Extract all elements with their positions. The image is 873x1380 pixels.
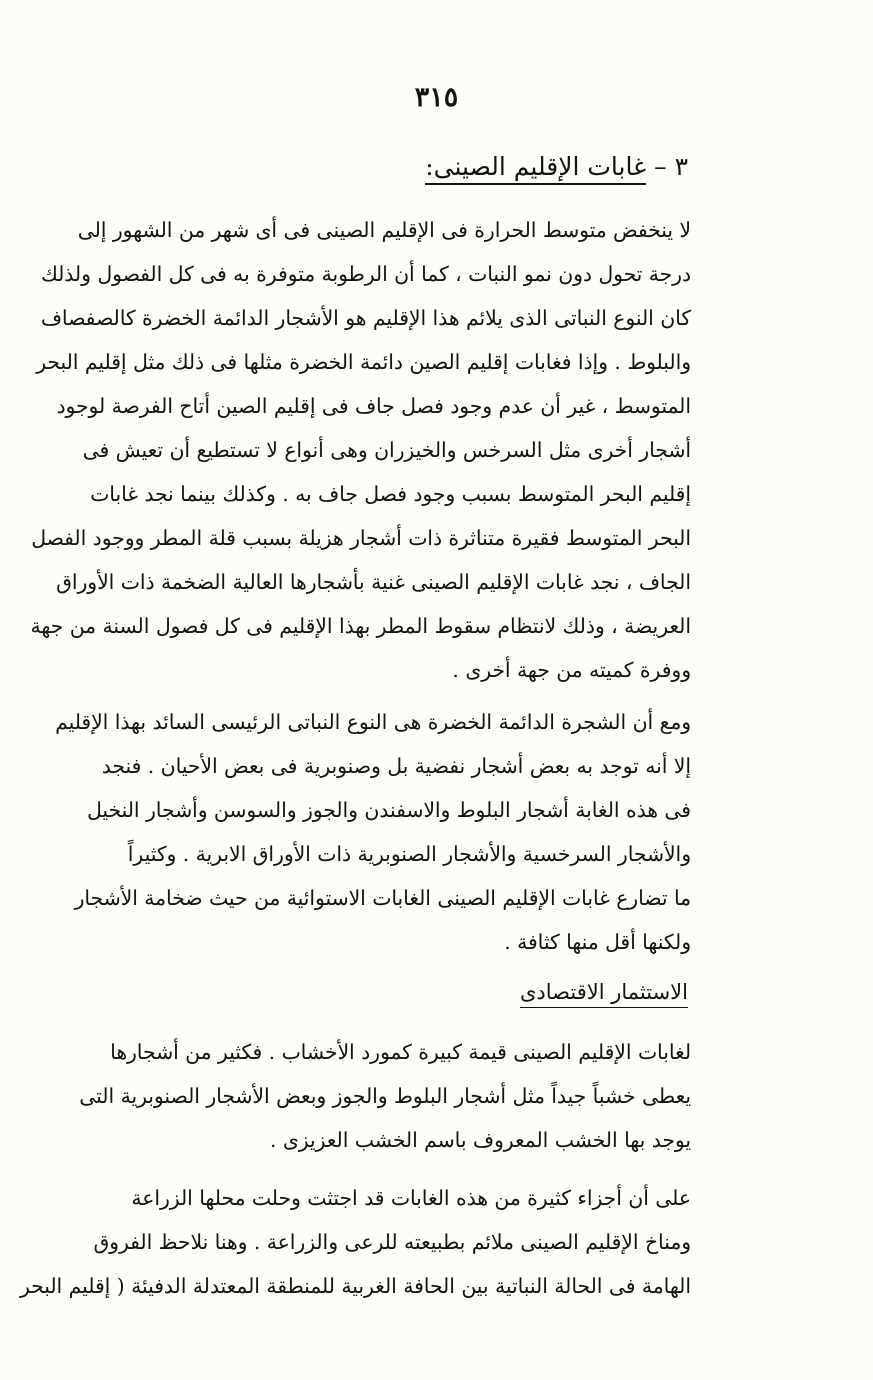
paragraph-4 bbox=[19, 1176, 691, 1308]
text-line: إقليم البحر المتوسط بسبب وجود فصل جاف به . وكذلك بينما نجد غابات bbox=[90, 482, 691, 506]
text-line: يوجد بها الخشب المعروف باسم الخشب العزيزى . bbox=[269, 1128, 691, 1152]
text-line: ولكنها أقل منها كثافة . bbox=[504, 930, 691, 954]
paragraph-2 bbox=[55, 700, 691, 964]
text-line: كان النوع النباتى الذى يلائم هذا الإقليم هو الأشجار الدائمة الخضرة كالصفصاف bbox=[40, 306, 691, 330]
section-title-text: غابات الإقليم الصينى: bbox=[425, 152, 646, 185]
text-line: إلا أنه توجد به بعض أشجار نفضية بل وصنوبرية فى بعض الأحيان . فنجد bbox=[101, 754, 691, 778]
text-line: الهامة فى الحالة النباتية بين الحافة الغربية للمنطقة المعتدلة الدفيئة ( إقليم البحر bbox=[19, 1274, 691, 1298]
section-title bbox=[425, 150, 688, 184]
text-line: درجة تحول دون نمو النبات ، كما أن الرطوبة متوفرة به فى كل الفصول ولذلك bbox=[41, 262, 691, 286]
paragraph-1 bbox=[30, 208, 691, 692]
text-line: فى هذه الغابة أشجار البلوط والاسفندن والجوز والسوسن وأشجار النخيل bbox=[87, 798, 691, 822]
text-line: والبلوط . وإذا فغابات إقليم الصين دائمة الخضرة مثلها فى ذلك مثل إقليم البحر bbox=[36, 350, 691, 374]
paragraph-3 bbox=[79, 1030, 691, 1162]
text-line: على أن أجزاء كثيرة من هذه الغابات قد اجتثت وحلت محلها الزراعة bbox=[131, 1186, 691, 1210]
section-title-number: ٣ – bbox=[654, 152, 688, 181]
text-line: العريضة ، وذلك لانتظام سقوط المطر بهذا الإقليم فى كل فصول السنة من جهة bbox=[30, 614, 691, 638]
text-line: ومناخ الإقليم الصينى ملائم بطبيعته للرعى والزراعة . وهنا نلاحظ الفروق bbox=[93, 1230, 691, 1254]
text-line: ما تضارع غابات الإقليم الصينى الغابات الاستوائية من حيث ضخامة الأشجار bbox=[74, 886, 691, 910]
text-line: البحر المتوسط فقيرة متناثرة ذات أشجار هزيلة بسبب قلة المطر ووجود الفصل bbox=[31, 526, 691, 550]
subheading bbox=[520, 975, 688, 1009]
text-line: الجاف ، نجد غابات الإقليم الصينى غنية بأشجارها العالية الضخمة ذات الأوراق bbox=[56, 570, 691, 594]
text-line: والأشجار السرخسية والأشجار الصنوبرية ذات الأوراق الابرية . وكثيراً bbox=[127, 842, 691, 866]
page-number: ٣١٥ bbox=[414, 82, 459, 113]
text-line: ومع أن الشجرة الدائمة الخضرة هى النوع النباتى الرئيسى السائد بهذا الإقليم bbox=[55, 710, 691, 734]
text-line: يعطى خشباً جيداً مثل أشجار البلوط والجوز وبعض الأشجار الصنوبرية التى bbox=[79, 1084, 691, 1108]
subheading-text: الاستثمار الاقتصادى bbox=[520, 980, 688, 1008]
text-line: لغابات الإقليم الصينى قيمة كبيرة كمورد الأخشاب . فكثير من أشجارها bbox=[110, 1040, 691, 1064]
text-line: لا ينخفض متوسط الحرارة فى الإقليم الصينى فى أى شهر من الشهور إلى bbox=[77, 218, 691, 242]
text-line: أشجار أخرى مثل السرخس والخيزران وهى أنواع لا تستطيع أن تعيش فى bbox=[82, 438, 691, 462]
text-line: ووفرة كميته من جهة أخرى . bbox=[452, 658, 691, 682]
text-line: المتوسط ، غير أن عدم وجود فصل جاف فى إقليم الصين أتاح الفرصة لوجود bbox=[56, 394, 691, 418]
